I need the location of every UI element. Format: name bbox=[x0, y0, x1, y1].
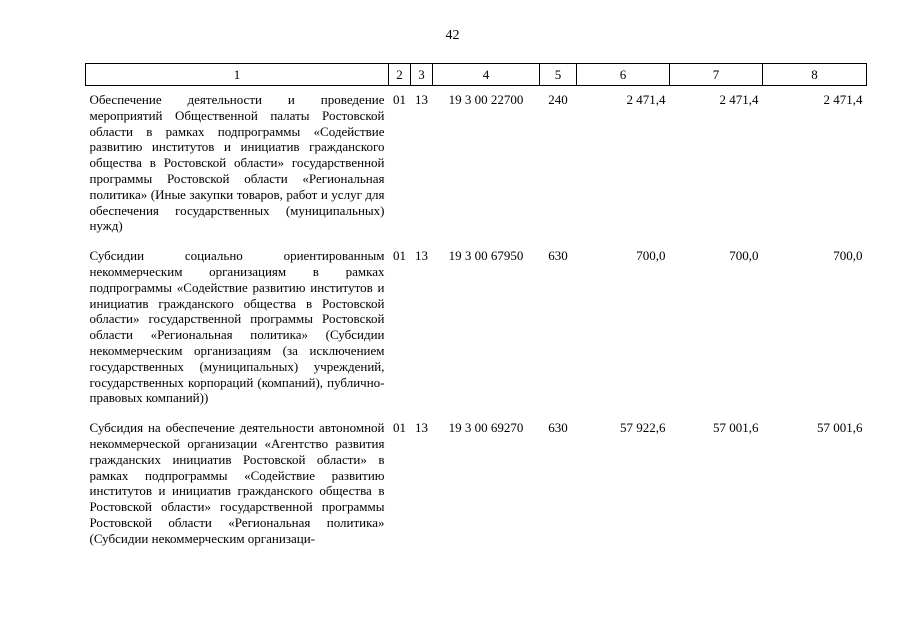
header-col-8: 8 bbox=[763, 64, 867, 86]
row-expense-type: 630 bbox=[548, 420, 568, 436]
row-amount-col-6: 2 471,4 bbox=[626, 92, 666, 107]
row-expense-type: 240 bbox=[548, 92, 568, 107]
row-description: Обеспечение деятельности и проведение мероприятий Общественной палаты Ростовской области в рамках подпрограммы «Содействие развитию институтов и инициатив гражданского общества в Ростовской области» государственной программы Ростовской области «Региональная политика» (Иные закупки товаров, работ и услуг для обеспечения государственных (муниципальных) нужд) bbox=[89, 92, 385, 234]
header-col-3: 3 bbox=[411, 64, 433, 86]
row-amount-col-8: 2 471,4 bbox=[823, 92, 863, 107]
table-row bbox=[86, 414, 867, 554]
row-amount-col-7: 57 001,6 bbox=[713, 420, 759, 436]
header-col-4: 4 bbox=[433, 64, 540, 86]
row-amount-col-8: 57 001,6 bbox=[817, 420, 863, 436]
row-target-article: 19 3 00 67950 bbox=[448, 248, 524, 264]
header-col-1: 1 bbox=[86, 64, 389, 86]
row-amount-col-6: 700,0 bbox=[636, 248, 666, 264]
table-row bbox=[86, 242, 867, 414]
row-amount-col-7: 2 471,4 bbox=[719, 92, 759, 107]
row-amount-col-6: 57 922,6 bbox=[620, 420, 666, 436]
budget-table bbox=[85, 63, 867, 555]
row-description: Субсидии социально ориентированным некоммерческим организациям в рамках подпрограммы «Содействие развитию институтов и инициатив гражданского общества в Ростовской области» государственной программы Ростовской области «Региональная политика» (Субсидии некоммерческим организациям (за исключением государственных (муниципальных) учреждений, государственных корпораций (компаний), публично-правовых компаний)) bbox=[89, 248, 385, 406]
table-row bbox=[86, 86, 867, 243]
header-row bbox=[86, 64, 867, 86]
header-col-2: 2 bbox=[389, 64, 411, 86]
row-description: Субсидия на обеспечение деятельности автономной некоммерческой организации «Агентство развития гражданских инициатив Ростовской области» в рамках подпрограммы «Содействие развитию институтов и инициатив гражданского общества в Ростовской области» государственной программы Ростовской области «Региональная политика» (Субсидии некоммерческим организаци- bbox=[89, 420, 385, 546]
header-col-7: 7 bbox=[670, 64, 763, 86]
page-number: 42 bbox=[445, 28, 460, 43]
row-amount-col-8: 700,0 bbox=[833, 248, 863, 264]
row-section-code: 01 bbox=[393, 248, 406, 264]
row-section-code: 01 bbox=[393, 92, 406, 107]
row-subsection-code: 13 bbox=[415, 248, 428, 264]
row-amount-col-7: 700,0 bbox=[729, 248, 759, 264]
row-subsection-code: 13 bbox=[415, 92, 428, 107]
row-subsection-code: 13 bbox=[415, 420, 428, 436]
row-target-article: 19 3 00 22700 bbox=[448, 92, 524, 107]
header-col-5: 5 bbox=[540, 64, 577, 86]
row-expense-type: 630 bbox=[548, 248, 568, 264]
row-section-code: 01 bbox=[393, 420, 406, 436]
row-target-article: 19 3 00 69270 bbox=[448, 420, 524, 436]
header-col-6: 6 bbox=[577, 64, 670, 86]
